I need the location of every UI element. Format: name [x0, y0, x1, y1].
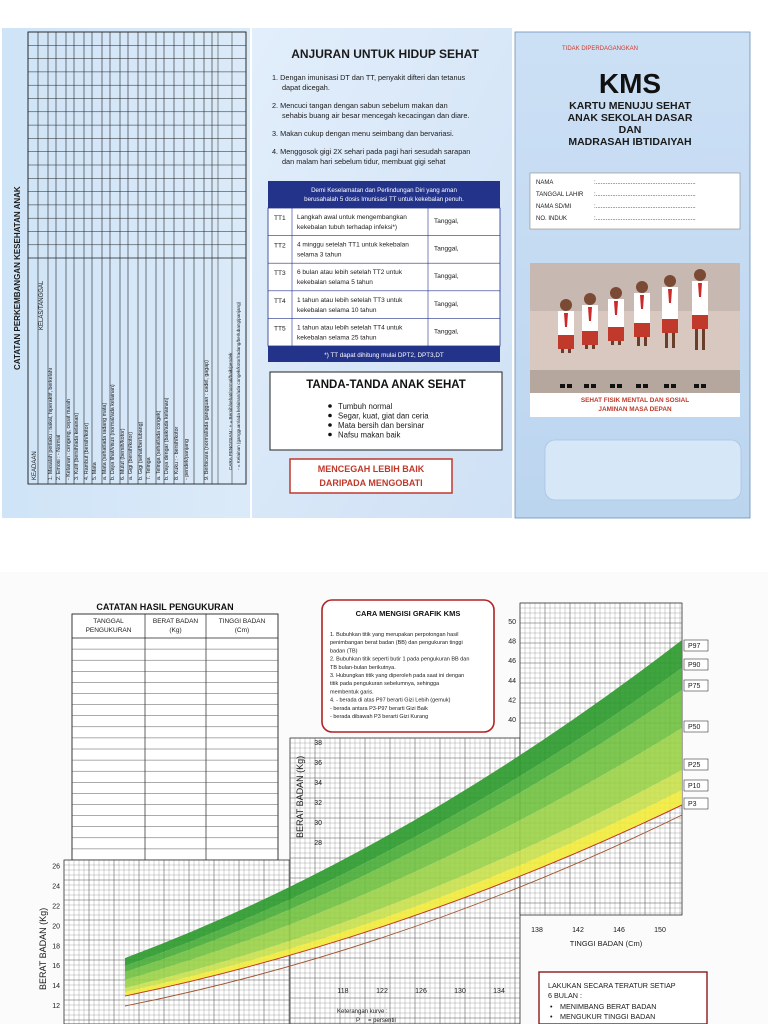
tt-footnote: *) TT dapat dihitung mulai DPT2, DPT3,DT	[324, 352, 444, 359]
advice-heading: ANJURAN UNTUK HIDUP SEHAT	[291, 47, 479, 61]
howto-step: 3. Hubungkan titik yang diperoleh pada saat ini dengan	[330, 673, 465, 679]
x-tick-label: 142	[572, 927, 584, 934]
measurement-record	[72, 602, 278, 860]
tt-description: 1 tahun atau lebih setelah TT4 untuk	[297, 324, 403, 332]
percentile-label: P25	[688, 762, 701, 769]
howto-title: CARA MENGISI GRAFIK KMS	[355, 609, 461, 618]
percentile-label: P50	[688, 724, 701, 731]
class-date-header: KELAS/TANGGAL	[39, 280, 45, 330]
tt-code: TT3	[274, 270, 286, 278]
howto-step: 2. Bubuhkan titik seperti butir 1 pada pengukuran BB dan	[330, 656, 470, 663]
y-axis-title: BERAT BADAN (Kg)	[38, 907, 48, 990]
x-tick-label: 150	[654, 927, 666, 934]
condition-item: 3. Kulit (bersih/ada kelainan)	[74, 412, 80, 480]
y-tick-label: 38	[314, 740, 322, 747]
advice-item: dan malam hari sebelum tidur, membuat gigi sehat	[282, 157, 446, 166]
photo-caption-line: SEHAT FISIK MENTAL DAN SOSIAL	[580, 397, 690, 404]
tt-code: TT4	[274, 297, 286, 305]
bullet-icon	[328, 414, 332, 418]
bullet-icon	[328, 404, 332, 408]
y-tick-label: 46	[508, 658, 516, 666]
condition-item: 8. Kuku : - bersih/kotor	[174, 426, 180, 480]
identity-field-label: NAMA	[536, 180, 554, 186]
howto-step: badan (TB)	[330, 648, 358, 655]
record-title-vertical: CATATAN PERKEMBANGAN KESEHATAN ANAK	[13, 186, 22, 370]
y-tick-label: 36	[314, 760, 322, 767]
condition-item: a. Mata (sehat/ada radang mata)	[102, 402, 108, 480]
legend-p: P	[356, 1018, 361, 1024]
healthy-sign-item: Tumbuh normal	[338, 402, 393, 411]
howto-step: - berada dibawah P3 berarti Gizi Kurang	[330, 714, 429, 720]
record-column-header: PENGUKURAN	[85, 627, 132, 634]
y-tick-label: 22	[52, 903, 60, 911]
tt-description: kekebalan tubuh terhadap infeksi*)	[297, 224, 398, 231]
x-tick-label: 134	[493, 988, 505, 995]
slogan-line: DARIPADA MENGOBATI	[319, 478, 423, 488]
bullet-icon: •	[550, 1012, 553, 1021]
identity-field-line: :............................................................	[594, 204, 696, 210]
condition-item: 6. Mulut (bersih/kotor)	[120, 428, 126, 480]
howto-step: penimbangan berat badan (BB) dan pengukuran tinggi	[330, 640, 463, 647]
tt-date-field: Tanggal,	[434, 328, 459, 336]
slogan-line: MENCEGAH LEBIH BAIK	[317, 464, 425, 474]
identity-field-line: :............................................................	[594, 216, 696, 222]
condition-header: KEADAAN	[32, 451, 38, 480]
condition-item: a. Telinga (sehat/ada congek)	[156, 410, 162, 480]
record-column-header: BERAT BADAN	[152, 618, 199, 625]
y-tick-label: 24	[52, 883, 60, 891]
students-photo	[530, 263, 740, 393]
identity-box	[530, 173, 740, 229]
y-tick-label: 32	[314, 800, 322, 807]
y-tick-label: 20	[52, 923, 60, 931]
bullet-icon	[328, 423, 332, 427]
note-line: MENIMBANG BERAT BADAN	[560, 1002, 657, 1011]
photo-caption	[530, 393, 740, 417]
healthy-sign-item: Mata bersih dan bersinar	[338, 421, 425, 430]
healthy-sign-item: Segar, kuat, giat dan ceria	[338, 411, 429, 421]
advice-item: dapat dicegah.	[282, 83, 330, 92]
y-tick-label: 44	[508, 677, 516, 685]
y-tick-label: 50	[508, 619, 516, 626]
note-line: 6 BULAN :	[548, 991, 582, 1000]
cover-subtitle-line: DAN	[618, 124, 642, 136]
x-tick-label: 146	[613, 927, 625, 934]
x-tick-label: 122	[376, 988, 388, 995]
left-panel	[2, 28, 250, 518]
y-tick-label: 42	[508, 697, 516, 705]
tt-date-field: Tanggal,	[434, 300, 459, 308]
condition-item: b. Daya lihat/visus (normal/ada kelainan)	[110, 384, 116, 480]
tt-description: kekebalan selama 10 tahun	[297, 306, 377, 314]
tt-code: TT5	[274, 325, 286, 333]
x-tick-label: 118	[337, 988, 349, 995]
condition-item: 1. Masalah perilaku : nakal, hiperaktif, berkelahi	[48, 368, 54, 480]
tt-description: Langkah awal untuk mengembangkan	[297, 214, 407, 221]
legend-p-meaning: = persentil	[368, 1018, 396, 1024]
note-line: LAKUKAN SECARA TERATUR SETIAP	[548, 981, 676, 990]
not-for-sale-label: TIDAK DIPERDAGANGKAN	[562, 46, 639, 52]
tt-description: 1 tahun atau lebih setelah TT3 untuk	[297, 296, 403, 304]
advice-item: 3. Makan cukup dengan menu seimbang dan bervariasi.	[272, 129, 454, 138]
tt-description: selama 3 tahun	[297, 251, 342, 259]
tt-description: 4 minggu setelah TT1 untuk kekebalan	[297, 241, 409, 249]
bullet-icon: •	[550, 1002, 553, 1011]
percentile-label: P90	[688, 662, 701, 669]
x-tick-label: 138	[531, 927, 543, 934]
tt-table	[268, 181, 500, 362]
record-column-header: (Cm)	[234, 627, 250, 634]
cover-subtitle-line: MADRASAH IBTIDAIYAH	[568, 136, 692, 148]
cover-subtitle-line: KARTU MENUJU SEHAT	[569, 100, 691, 112]
condition-item: 5. Mata	[92, 462, 98, 480]
y-axis-title: BERAT BADAN (Kg)	[295, 755, 305, 838]
identity-field-label: NO. INDUK	[536, 216, 568, 222]
y-tick-label: 16	[52, 963, 60, 971]
name-plate	[545, 440, 741, 500]
slogan-box	[290, 459, 452, 493]
middle-panel	[252, 28, 512, 518]
tt-code: TT2	[274, 242, 286, 250]
condition-item: 2. Emosi : - Normal	[56, 434, 62, 480]
condition-item: 4. Rambut (bersih/kotor)	[84, 422, 90, 480]
howto-box	[322, 600, 494, 732]
signs-heading: TANDA-TANDA ANAK SEHAT	[306, 379, 466, 391]
y-tick-label: 28	[314, 840, 322, 847]
tt-date-field: Tanggal,	[434, 218, 459, 225]
legend-title: Keterangan kurve :	[337, 1009, 388, 1015]
howto-step: - berada antara P3-P97 berarti Gizi Baik	[330, 705, 428, 712]
condition-item: 7. Telinga	[146, 457, 152, 480]
howto-step: 4. - berada di atas P97 berarti Gizi Lebih (gemuk)	[330, 697, 451, 704]
bullet-icon	[328, 433, 332, 437]
condition-item: b. Gigi (sehat/berlubang)	[138, 421, 144, 480]
y-tick-label: 34	[314, 780, 322, 787]
percentile-label: P10	[688, 783, 701, 790]
percentile-label: P97	[688, 643, 701, 650]
healthy-signs-box	[270, 372, 502, 450]
record-column-header: TANGGAL	[93, 618, 124, 625]
photo-caption-line: JAMINAN MASA DEPAN	[598, 406, 672, 413]
tt-code: TT1	[274, 215, 286, 222]
y-tick-label: 26	[52, 863, 60, 871]
condition-item: 9. Berbicara (normal/ada gangguan : cadel, gagap)	[204, 360, 210, 480]
fill-legend: - = Kelainan (gangguan/ada kelainan/ada congek/kotor/radang/berlubang/panjang)	[236, 301, 241, 470]
cover-subtitle-line: ANAK SEKOLAH DASAR	[567, 112, 693, 124]
y-tick-label: 12	[52, 1003, 60, 1010]
howto-step: 1. Bubuhkan titik yang merupakan perpotongan hasil	[330, 632, 459, 638]
condition-item: - pendek/panjang	[184, 439, 190, 480]
record-column-header: (Kg)	[169, 627, 182, 634]
fill-legend: CARA PENGISIAN : + = Bersih/sehat/normal/baik/pendek	[228, 352, 233, 470]
kms-title: KMS	[598, 68, 662, 99]
y-tick-label: 14	[52, 983, 60, 991]
tt-date-field: Tanggal,	[434, 245, 459, 253]
x-tick-label: 126	[415, 988, 427, 995]
record-title: CATATAN HASIL PENGUKURAN	[96, 602, 234, 612]
identity-field-label: TANGGAL LAHIR	[536, 192, 584, 198]
record-column-header: TINGGI BADAN	[218, 618, 266, 625]
x-axis-title: TINGGI BADAN (Cm)	[569, 939, 643, 948]
condition-item: b. Daya dengar (baik/ada kelainan)	[164, 397, 170, 480]
regular-check-box	[539, 972, 707, 1024]
healthy-sign-item: Nafsu makan baik	[338, 430, 401, 440]
condition-item: a. Gigi (bersih/kotor)	[128, 432, 134, 480]
advice-item: sehabis buang air besar mencegah kecacingan dan diare.	[282, 111, 470, 120]
y-tick-label: 48	[508, 638, 516, 646]
percentile-label: P3	[688, 801, 697, 808]
y-tick-label: 18	[52, 943, 60, 951]
tt-header-text: berusahalah 5 dosis Imunisasi TT untuk kekebalan penuh.	[304, 196, 464, 203]
howto-step: TB bulan-bulan berikutnya.	[330, 664, 396, 671]
tt-description: kekebalan selama 5 tahun	[297, 279, 373, 287]
cover-panel	[515, 32, 750, 518]
tt-description: 6 bulan atau lebih setelah TT2 untuk	[297, 269, 403, 277]
howto-step: titik pada pengukuran sebelumnya, sehingga	[330, 681, 440, 688]
identity-field-line: :............................................................	[594, 192, 696, 198]
tt-header-text: Demi Keselamatan dan Perlindungan Diri yang aman	[311, 187, 457, 194]
advice-item: 1. Dengan imunisasi DT dan TT, penyakit difteri dan tetanus	[272, 73, 466, 82]
note-line: MENGUKUR TINGGI BADAN	[560, 1012, 656, 1021]
advice-item: 4. Menggosok gigi 2X sehari pada pagi hari sesudah sarapan	[272, 147, 471, 156]
percentile-label: P75	[688, 683, 701, 690]
identity-field-line: :............................................................	[594, 180, 696, 186]
identity-field-label: NAMA SD/MI	[536, 204, 572, 210]
bottom-page	[0, 572, 768, 1024]
tt-description: kekebalan selama 25 tahun	[297, 334, 377, 342]
tt-date-field: Tanggal,	[434, 273, 459, 281]
advice-item: 2. Mencuci tangan dengan sabun sebelum makan dan	[272, 101, 448, 110]
y-tick-label: 30	[314, 820, 322, 827]
y-tick-label: 40	[508, 717, 516, 724]
condition-item: - Kelainan : cengeng, cepat marah	[66, 399, 72, 480]
howto-step: membentuk garis.	[330, 689, 374, 696]
x-tick-label: 130	[454, 988, 466, 995]
